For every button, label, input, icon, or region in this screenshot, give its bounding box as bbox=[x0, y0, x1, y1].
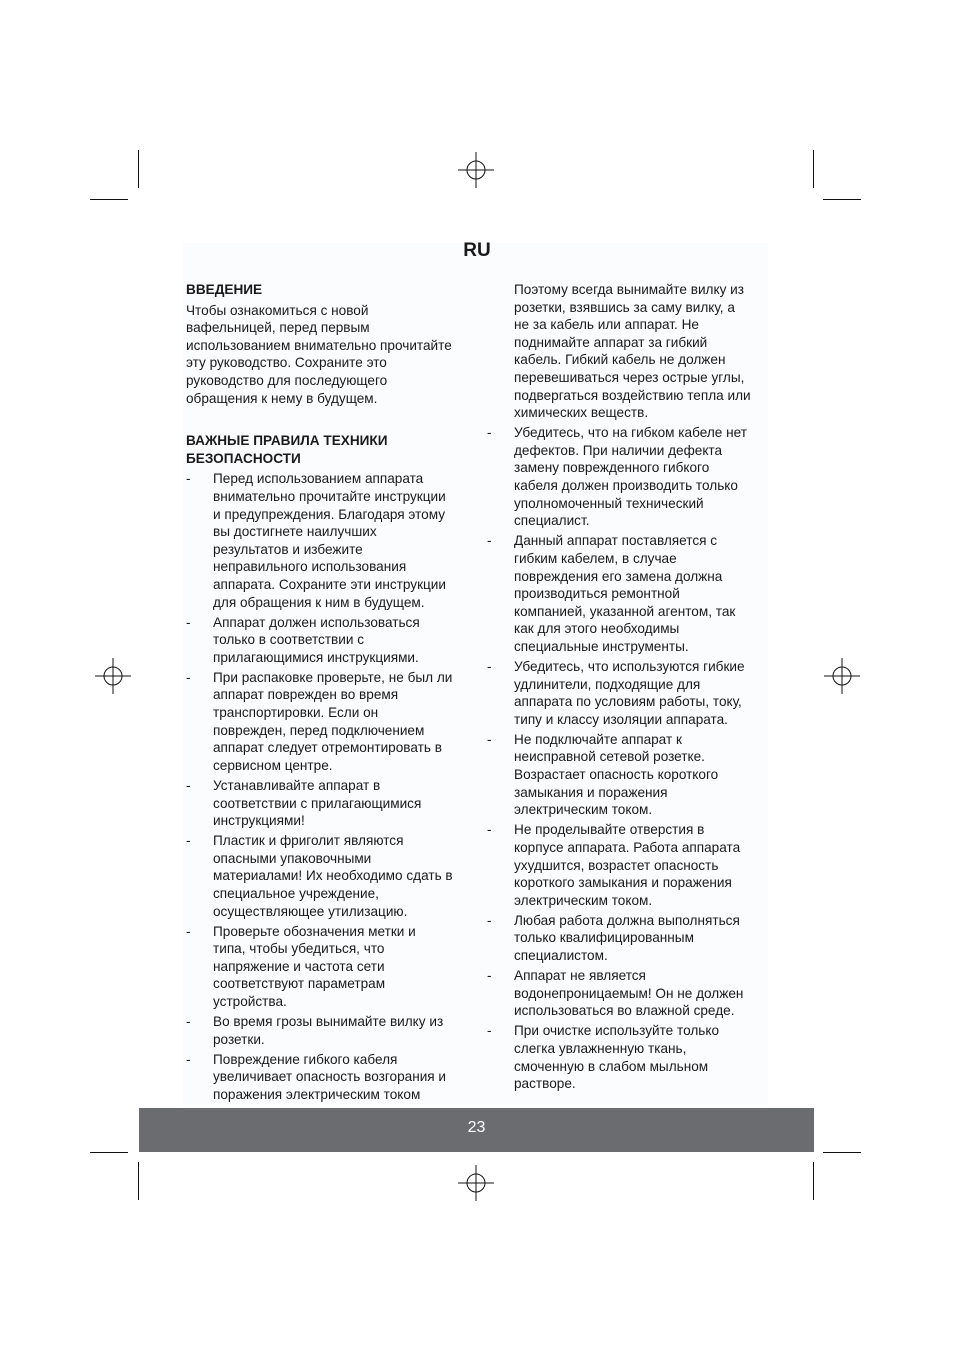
text-line: Аппарат должен использоваться bbox=[213, 614, 420, 630]
continued-paragraph bbox=[487, 281, 772, 422]
text-line: Убедитесь, что используются гибкие bbox=[514, 658, 745, 674]
text-line: удлинители, подходящие для bbox=[514, 676, 701, 692]
text-line: обращения к нему в будущем. bbox=[186, 390, 378, 406]
text-line: инструкциями! bbox=[213, 813, 305, 829]
list-item bbox=[487, 658, 772, 728]
text-line: поднимайте аппарат за гибкий bbox=[514, 334, 708, 350]
text-line: розетки, взявшись за саму вилку, а bbox=[514, 299, 735, 315]
text-line: типу и классу изоляции аппарата. bbox=[514, 711, 728, 727]
text-line: Во время грозы вынимайте вилку из bbox=[213, 1014, 444, 1030]
crop-mark bbox=[138, 150, 139, 188]
text-line: дефектов. При наличии дефекта bbox=[514, 442, 723, 458]
registration-mark-icon bbox=[458, 1165, 494, 1201]
text-line: кабель. Гибкий кабель не должен bbox=[514, 352, 726, 368]
text-line: Любая работа должна выполняться bbox=[514, 912, 740, 928]
text-line: перевешиваться через острые углы, bbox=[514, 369, 745, 385]
bullet-dash: - bbox=[186, 614, 191, 630]
bullet-dash: - bbox=[186, 923, 191, 939]
bullet-dash: - bbox=[487, 1023, 492, 1039]
text-line: материалами! Их необходимо сдать в bbox=[213, 868, 453, 884]
left-column bbox=[186, 281, 471, 1106]
text-line: напряжение и частота сети bbox=[213, 958, 385, 974]
crop-mark bbox=[813, 1162, 814, 1200]
text-line: использоваться во влажной среде. bbox=[514, 1003, 735, 1019]
text-line: и предупреждения. Благодаря этому bbox=[213, 506, 445, 522]
text-line: корпусе аппарата. Работа аппарата bbox=[514, 839, 741, 855]
list-item bbox=[186, 832, 471, 920]
text-line: Данный аппарат поставляется с bbox=[514, 533, 718, 549]
text-line: растворе. bbox=[514, 1076, 576, 1092]
footer-bar bbox=[139, 1108, 814, 1152]
text-line: аппарат следует отремонтировать в bbox=[213, 740, 442, 756]
bullet-dash: - bbox=[487, 658, 492, 674]
text-line: подвергаться воздействию тепла или bbox=[514, 387, 751, 403]
text-line: опасными упаковочными bbox=[213, 850, 372, 866]
text-line: короткого замыкания и поражения bbox=[514, 875, 732, 891]
text-line: Устанавливайте аппарат в bbox=[213, 777, 381, 793]
text-line: Пластик и фриголит являются bbox=[213, 833, 404, 849]
list-item bbox=[186, 614, 471, 667]
text-line: только квалифицированным bbox=[514, 930, 694, 946]
text-line: производиться ремонтной bbox=[514, 586, 680, 602]
safety-list-continued bbox=[487, 424, 772, 1092]
text-line: вы достигнете наилучших bbox=[213, 524, 377, 540]
text-line: аппарата по условиям работы, току, bbox=[514, 694, 742, 710]
list-item bbox=[487, 912, 772, 965]
text-line: Не подключайте аппарат к bbox=[514, 731, 682, 747]
list-item bbox=[487, 731, 772, 819]
bullet-dash: - bbox=[186, 833, 191, 849]
intro-paragraph bbox=[186, 302, 471, 408]
registration-mark-icon bbox=[458, 152, 494, 188]
list-item bbox=[487, 532, 772, 655]
list-item bbox=[487, 821, 772, 909]
text-line: не за кабель или аппарат. Не bbox=[514, 317, 699, 333]
text-line: для обращения к ним в будущем. bbox=[213, 594, 425, 610]
text-line: осуществляющее утилизацию. bbox=[213, 903, 408, 919]
list-item bbox=[487, 1022, 772, 1092]
bullet-dash: - bbox=[487, 533, 492, 549]
text-line: увеличивает опасность возгорания и bbox=[213, 1069, 447, 1085]
bullet-dash: - bbox=[186, 669, 191, 685]
text-line: специалист. bbox=[514, 513, 590, 529]
bullet-dash: - bbox=[186, 777, 191, 793]
text-line: поврежден, перед подключением bbox=[213, 722, 425, 738]
text-line: только в соответствии с bbox=[213, 632, 365, 648]
list-item bbox=[186, 1013, 471, 1048]
text-line: компанией, указанной агентом, так bbox=[514, 603, 736, 619]
text-line: электрическим током. bbox=[514, 892, 653, 908]
crop-mark bbox=[138, 1162, 139, 1200]
list-item bbox=[186, 923, 471, 1011]
text-line: замыкания и поражения bbox=[514, 784, 668, 800]
text-line: Возрастает опасность короткого bbox=[514, 767, 719, 783]
text-line: результатов и избежите bbox=[213, 541, 363, 557]
text-line: руководство для последующего bbox=[186, 372, 388, 388]
safety-list bbox=[186, 470, 471, 1103]
heading-line: ВАЖНЫЕ ПРАВИЛА ТЕХНИКИ bbox=[186, 433, 388, 449]
list-item bbox=[186, 470, 471, 611]
text-line: специалистом. bbox=[514, 947, 608, 963]
text-line: неправильного использования bbox=[213, 559, 407, 575]
registration-mark-icon bbox=[824, 658, 860, 694]
text-line: соответствии с прилагающимися bbox=[213, 795, 422, 811]
crop-mark bbox=[823, 199, 861, 200]
bullet-dash: - bbox=[487, 912, 492, 928]
text-line: уполномоченный технический bbox=[514, 495, 704, 511]
page-number: 23 bbox=[467, 1119, 486, 1136]
text-line: повреждения его замена должна bbox=[514, 568, 723, 584]
crop-mark bbox=[90, 199, 128, 200]
registration-mark-icon bbox=[95, 658, 131, 694]
crop-mark bbox=[813, 150, 814, 188]
language-label: RU bbox=[463, 240, 491, 261]
bullet-dash: - bbox=[487, 822, 492, 838]
text-line: эту руководство. Сохраните это bbox=[186, 355, 387, 371]
bullet-dash: - bbox=[487, 425, 492, 441]
text-line: Проверьте обозначения метки и bbox=[213, 923, 416, 939]
bullet-dash: - bbox=[186, 1051, 191, 1067]
text-line: аппарата. Сохраните эти инструкции bbox=[213, 576, 446, 592]
bullet-dash: - bbox=[186, 471, 191, 487]
text-line: аппарат поврежден во время bbox=[213, 687, 399, 703]
bullet-dash: - bbox=[487, 968, 492, 984]
intro-heading: ВВЕДЕНИЕ bbox=[186, 282, 263, 297]
text-line: транспортировки. Если он bbox=[213, 705, 379, 721]
text-line: Перед использованием аппарата bbox=[213, 471, 424, 487]
text-line: ухудшится, возрастет опасность bbox=[514, 857, 719, 873]
text-line: вафельницей, перед первым bbox=[186, 320, 370, 336]
text-line: соответствуют параметрам bbox=[213, 976, 386, 992]
text-line: Убедитесь, что на гибком кабеле нет bbox=[514, 425, 747, 441]
bullet-dash: - bbox=[487, 731, 492, 747]
text-line: смоченную в слабом мыльном bbox=[514, 1058, 709, 1074]
text-line: розетки. bbox=[213, 1031, 265, 1047]
crop-mark bbox=[90, 1152, 128, 1153]
text-line: слегка увлажненную ткань, bbox=[514, 1040, 687, 1056]
safety-heading bbox=[186, 432, 471, 467]
text-line: Поэтому всегда вынимайте вилку из bbox=[514, 282, 744, 297]
text-line: прилагающимися инструкциями. bbox=[213, 649, 419, 665]
text-line: типа, чтобы убедиться, что bbox=[213, 941, 385, 957]
text-line: сервисном центре. bbox=[213, 757, 333, 773]
text-line: поражения электрическим током bbox=[213, 1087, 421, 1103]
text-line: гибким кабелем, в случае bbox=[514, 550, 677, 566]
text-line: водонепроницаемым! Он не должен bbox=[514, 985, 744, 1001]
text-line: кабеля должен производить только bbox=[514, 478, 738, 494]
text-line: использованием внимательно прочитайте bbox=[186, 337, 452, 353]
text-line: замену поврежденного гибкого bbox=[514, 460, 710, 476]
list-item bbox=[186, 777, 471, 830]
text-line: Повреждение гибкого кабеля bbox=[213, 1051, 398, 1067]
text-line: химических веществ. bbox=[514, 405, 649, 421]
text-line: специальное учреждение, bbox=[213, 886, 379, 901]
crop-mark bbox=[823, 1152, 861, 1153]
right-column bbox=[487, 281, 772, 1095]
heading-line: БЕЗОПАСНОСТИ bbox=[186, 450, 301, 466]
text-line: При распаковке проверьте, не был ли bbox=[213, 669, 453, 685]
text-line: Аппарат не является bbox=[514, 968, 646, 984]
text-line: как для этого необходимы bbox=[514, 621, 680, 637]
text-line: неисправной сетевой розетке. bbox=[514, 749, 705, 765]
text-line: электрическим током. bbox=[514, 802, 653, 818]
text-line: Не проделывайте отверстия в bbox=[514, 822, 705, 838]
text-line: внимательно прочитайте инструкции bbox=[213, 488, 446, 504]
list-item bbox=[186, 669, 471, 775]
text-line: специальные инструменты. bbox=[514, 638, 689, 654]
text-line: Чтобы ознакомиться с новой bbox=[186, 302, 369, 318]
bullet-dash: - bbox=[186, 1014, 191, 1030]
list-item bbox=[186, 1051, 471, 1104]
list-item bbox=[487, 424, 772, 530]
text-line: устройства. bbox=[213, 994, 287, 1010]
text-line: При очистке используйте только bbox=[514, 1023, 720, 1039]
list-item bbox=[487, 967, 772, 1020]
